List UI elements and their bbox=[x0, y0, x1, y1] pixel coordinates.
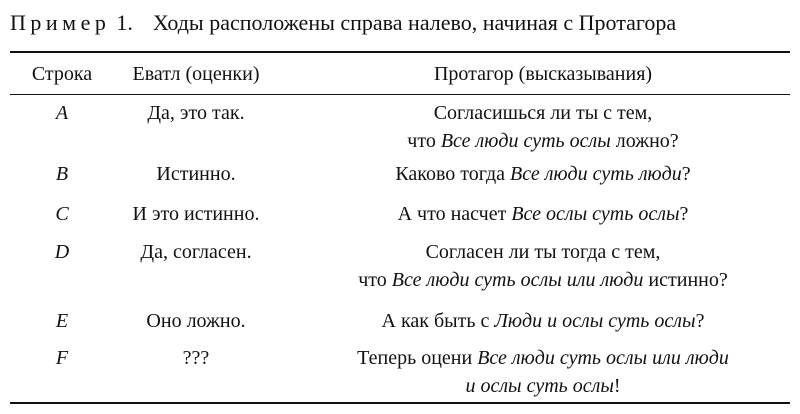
row-c-label: C bbox=[55, 203, 69, 225]
row-f-label: F bbox=[55, 347, 69, 369]
row-d-protagoras-line2: что Все люди суть ослы или люди истинно? bbox=[358, 269, 728, 291]
header-row-column: Строка bbox=[31, 63, 93, 85]
row-d-label: D bbox=[54, 241, 70, 263]
row-d-protagoras bbox=[300, 238, 786, 294]
header-evatl-column: Еватл (оценки) bbox=[132, 63, 260, 85]
row-a-label: A bbox=[55, 102, 69, 124]
row-a-protagoras bbox=[300, 99, 786, 155]
row-d-protagoras-line1: Согласен ли ты тогда с тем, bbox=[425, 241, 661, 263]
row-f-protagoras bbox=[300, 344, 786, 400]
row-a-protagoras-line1: Согласишься ли ты с тем, bbox=[433, 102, 653, 124]
table-top-rule bbox=[10, 51, 790, 53]
caption-text: Ходы расположены справа налево, начиная с Протагора bbox=[152, 10, 677, 35]
table-bottom-rule bbox=[10, 402, 790, 404]
example-caption bbox=[10, 8, 676, 38]
row-b-label: B bbox=[55, 163, 69, 185]
caption-label: Пример bbox=[10, 10, 111, 35]
row-a-protagoras-line2: что Все люди суть ослы ложно? bbox=[407, 130, 679, 152]
row-f-evatl: ??? bbox=[182, 347, 210, 369]
row-d-evatl: Да, согласен. bbox=[140, 241, 252, 263]
row-e-protagoras: А как быть с Люди и ослы суть ослы? bbox=[381, 310, 705, 332]
header-protagoras-column: Протагор (высказывания) bbox=[433, 63, 653, 85]
row-e-evatl: Оно ложно. bbox=[146, 310, 246, 332]
row-f-protagoras-line2: и ослы суть ослы! bbox=[465, 375, 621, 397]
row-e-label: E bbox=[55, 310, 69, 332]
row-c-evatl: И это истинно. bbox=[132, 203, 260, 225]
row-c-protagoras: А что насчет Все ослы суть ослы? bbox=[397, 203, 689, 225]
row-b-protagoras: Каково тогда Все люди суть люди? bbox=[395, 163, 691, 185]
row-a-evatl: Да, это так. bbox=[147, 102, 245, 124]
row-f-protagoras-line1: Теперь оцени Все люди суть ослы или люди bbox=[357, 347, 729, 369]
row-b-evatl: Истинно. bbox=[156, 163, 236, 185]
table-header-rule bbox=[10, 94, 790, 95]
caption-number: 1. bbox=[116, 10, 133, 35]
